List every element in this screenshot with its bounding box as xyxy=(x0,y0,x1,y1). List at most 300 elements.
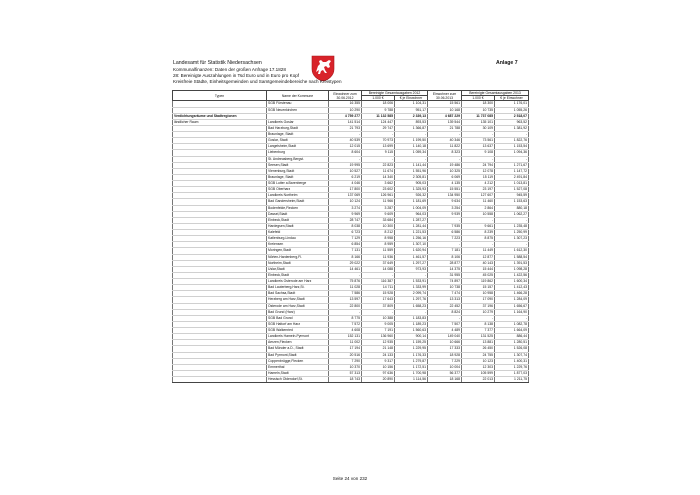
header-subtitle: Kommunalfinanzen: Daten der großen Anfrage 17.1828 xyxy=(173,67,286,72)
header-subtitle-3: Kreisfreie Städte, Einheitsgemeinden und Samtgemeindebereiche nach Kreistypen xyxy=(173,79,342,84)
cell-name: Landkreis Goslar xyxy=(267,119,329,125)
cell-tsd-2012: 97 636 xyxy=(362,370,395,376)
cell-ew-2013: 10 738 xyxy=(428,285,462,291)
cell-pe-2013: 1 612,30 xyxy=(495,248,529,254)
cell-pe-2013: 1 600,34 xyxy=(495,279,529,285)
cell-tsd-2013: 4 212 xyxy=(462,181,495,187)
cell-ew-2013: 10 168 xyxy=(428,107,462,113)
cell-tsd-2012: - xyxy=(362,272,395,278)
cell-ew-2013: 14 375 xyxy=(428,266,462,272)
cell-ew-2013: 18 928 xyxy=(428,352,462,358)
cell-pe-2012: 905,03 xyxy=(395,181,428,187)
cell-pe-2013: 1 280,51 xyxy=(495,340,529,346)
cell-pe-2012: 2 305,81 xyxy=(395,174,428,180)
cell-pe-2013: 1 082,78 xyxy=(495,321,529,327)
cell-ew-2013: 7 181 xyxy=(428,248,462,254)
cell-ew-2012: 10 370 xyxy=(329,364,362,370)
cell-name: SGB Walkenried xyxy=(267,328,329,334)
cell-tsd-2012: 10 156 xyxy=(362,364,395,370)
cell-tsd-2012: 136 960 xyxy=(362,334,395,340)
cell-tsd-2013: 8 875 xyxy=(462,236,495,242)
cell-ew-2013: 15 561 xyxy=(428,101,462,107)
cell-pe-2012: 1 658,23 xyxy=(395,303,428,309)
cell-tsd-2012: 9 317 xyxy=(362,358,395,364)
cell-ew-2013: 10 004 xyxy=(428,364,462,370)
cell-tsd-2012: 14 711 xyxy=(362,285,395,291)
cell-ew-2013: 10 666 xyxy=(428,340,462,346)
cell-tsd-2013: 40 143 xyxy=(462,260,495,266)
cell-pe-2013: 1 877,03 xyxy=(495,370,529,376)
cell-pe-2013: 1 098,28 xyxy=(495,266,529,272)
cell-ew-2013: - xyxy=(428,242,462,248)
cell-tsd-2013: 12 877 xyxy=(462,254,495,260)
cell-tsd-2013: 15 157 xyxy=(462,285,495,291)
cell-name: Landkreis Osterode am Harz xyxy=(267,279,329,285)
cell-pe-2012: 1 004,09 xyxy=(395,205,428,211)
cell-tsd-2012: 11 674 xyxy=(362,168,395,174)
cell-tsd-2013: 26 450 xyxy=(462,346,495,352)
cell-ew-2013: 7 223 xyxy=(428,236,462,242)
cell-ew-2012: 8 038 xyxy=(329,223,362,229)
header-subtitle-2: 28: Bereinigte Auszahlungen in Tsd Euro und in Euro pro Kopf xyxy=(173,73,300,78)
cell-typ: ländlicher Raum xyxy=(173,119,267,125)
cell-name: Bad Grund (Harz) xyxy=(267,309,329,315)
cell-ew-2013: 19 486 xyxy=(428,162,462,168)
cell-tsd-2012: 11 966 xyxy=(362,199,395,205)
cell-ew-2013: 18 168 xyxy=(428,377,462,383)
cell-tsd-2013: 13 881 xyxy=(462,340,495,346)
cell-ew-2012: 8 166 xyxy=(329,254,362,260)
cell-pe-2013: 1 400,31 xyxy=(495,358,529,364)
cell-tsd-2012: 3 287 xyxy=(362,205,395,211)
cell-pe-2013: 1 176,01 xyxy=(495,101,529,107)
cell-ew-2012: 7 586 xyxy=(329,291,362,297)
cell-tsd-2013: 15 444 xyxy=(462,266,495,272)
cell-ew-2012: - xyxy=(329,309,362,315)
cell-name: Nörten-Hardenberg,Fl. xyxy=(267,254,329,260)
cell-tsd-2012: 33 684 xyxy=(362,217,395,223)
cell-pe-2012: 893,53 xyxy=(395,119,428,125)
cell-ew-2012: 8 775 xyxy=(329,315,362,321)
cell-name: Uslar,Stadt xyxy=(267,266,329,272)
cell-ew-2013: 21 788 xyxy=(428,125,462,131)
cell-name: SGB Oberharz xyxy=(267,187,329,193)
cell-ew-2012: 12 015 xyxy=(329,144,362,150)
cell-pe-2013: 1 062,27 xyxy=(495,211,529,217)
cell-name: Bad Harzburg,Stadt xyxy=(267,125,329,131)
cell-tsd-2013: 13 637 xyxy=(462,144,495,150)
cell-pe-2013: 2 491,84 xyxy=(495,174,529,180)
cell-ew-2013: 8 824 xyxy=(428,309,462,315)
cell-ew-2012: - xyxy=(329,132,362,138)
cell-pe-2012: 2 339,13 xyxy=(395,113,428,119)
cell-ew-2013: 11 822 xyxy=(428,144,462,150)
cell-pe-2013: 1 822,76 xyxy=(495,138,529,144)
cell-pe-2013: 1 055,26 xyxy=(495,107,529,113)
cell-name: Hameln,Stadt xyxy=(267,370,329,376)
cell-tsd-2012: 126 961 xyxy=(362,193,395,199)
cell-tsd-2013: 15 119 xyxy=(462,174,495,180)
cell-tsd-2012: 11 936 xyxy=(362,254,395,260)
cell-name: Landkreis Northeim xyxy=(267,193,329,199)
cell-ew-2013: 7 507 xyxy=(428,321,462,327)
cell-pe-2013: 1 164,90 xyxy=(495,309,529,315)
cell-pe-2012: 1 140,18 xyxy=(395,144,428,150)
cell-pe-2013: 1 235,48 xyxy=(495,223,529,229)
cell-ew-2012: 7 572 xyxy=(329,321,362,327)
cell-tsd-2013: 131 525 xyxy=(462,334,495,340)
cell-name: Einbeck,Stadt xyxy=(267,217,329,223)
cell-tsd-2012: 13 699 xyxy=(362,144,395,150)
cell-tsd-2013: 11 460 xyxy=(462,199,495,205)
cell-tsd-2013: 12 303 xyxy=(462,364,495,370)
cell-ew-2013: 4 489 xyxy=(428,328,462,334)
cell-pe-2012: 1 620,94 xyxy=(395,248,428,254)
cell-ew-2012: 20 516 xyxy=(329,352,362,358)
cell-tsd-2012: 124 447 xyxy=(362,119,395,125)
cell-ew-2013: 3 254 xyxy=(428,205,462,211)
finance-table xyxy=(172,90,529,383)
cell-name: Vienenburg,Stadt xyxy=(267,168,329,174)
cell-tsd-2012: 10 388 xyxy=(362,315,395,321)
cell-pe-2013: 1 527,08 xyxy=(495,187,529,193)
cell-tsd-2012: 29 747 xyxy=(362,125,395,131)
cell-tsd-2012: 116 387 xyxy=(362,279,395,285)
col-header-ew-2012: Einwohner zum 30.06.2012 xyxy=(329,91,362,101)
cell-name: Dassel,Stadt xyxy=(267,211,329,217)
cell-name: Goslar, Stadt xyxy=(267,138,329,144)
cell-ew-2012: 21 793 xyxy=(329,125,362,131)
cell-tsd-2013: 11 737 085 xyxy=(462,113,495,119)
cell-ew-2013: 6 586 xyxy=(428,230,462,236)
cell-pe-2013: 1 412,43 xyxy=(495,285,529,291)
cell-tsd-2013: 24 755 xyxy=(462,352,495,358)
col-header-ew-2013: Einwohner zum 30.06.2013 xyxy=(428,91,462,101)
cell-pe-2012: 1 279,87 xyxy=(395,358,428,364)
cell-tsd-2013: 10 123 xyxy=(462,358,495,364)
cell-pe-2012: 1 172,51 xyxy=(395,364,428,370)
cell-tsd-2012: 70 973 xyxy=(362,138,395,144)
cell-ew-2013: 56 377 xyxy=(428,370,462,376)
cell-tsd-2013: 24 794 xyxy=(462,162,495,168)
cell-ew-2012: 3 274 xyxy=(329,205,362,211)
cell-ew-2013: 8 106 xyxy=(428,254,462,260)
cell-pe-2012: 1 256,16 xyxy=(395,236,428,242)
cell-name: Emmerthal xyxy=(267,364,329,370)
cell-ew-2012: 14 461 xyxy=(329,266,362,272)
col-header-ba-2013: Bereinigte Gesamtausgaben 2013 xyxy=(462,91,529,96)
cell-ew-2013: 22 452 xyxy=(428,303,462,309)
cell-ew-2013: 9 634 xyxy=(428,199,462,205)
cell-pe-2013: - xyxy=(495,156,529,162)
cell-pe-2012: 1 533,91 xyxy=(395,279,428,285)
cell-ew-2012: 4 759 277 xyxy=(329,113,362,119)
cell-pe-2013: - xyxy=(495,242,529,248)
cell-name: Northeim,Stadt xyxy=(267,260,329,266)
cell-tsd-2013: 9 108 xyxy=(462,150,495,156)
cell-ew-2012: 57 313 xyxy=(329,370,362,376)
cell-name: Kreiensen xyxy=(267,242,329,248)
cell-tsd-2012: 14 088 xyxy=(362,266,395,272)
cell-ew-2012: 19 995 xyxy=(329,162,362,168)
cell-tsd-2013: 9 661 xyxy=(462,223,495,229)
cell-pe-2012: 1 221,53 xyxy=(395,230,428,236)
cell-name: Herzberg am Harz,Stadt xyxy=(267,297,329,303)
cell-pe-2013: 1 664,09 xyxy=(495,328,529,334)
cell-pe-2013: 1 013,81 xyxy=(495,181,529,187)
cell-pe-2013: 1 284,09 xyxy=(495,297,529,303)
cell-pe-2013: - xyxy=(495,217,529,223)
cell-ew-2013: 9 939 xyxy=(428,211,462,217)
cell-pe-2012: - xyxy=(395,309,428,315)
cell-tsd-2012: 9 609 xyxy=(362,211,395,217)
cell-tsd-2012: 11 132 585 xyxy=(362,113,395,119)
cell-name: Bodenfelde,Flecken xyxy=(267,205,329,211)
cell-name: Landkreis Hameln-Pyrmont xyxy=(267,334,329,340)
cell-ew-2013: 31 955 xyxy=(428,272,462,278)
cell-tsd-2012: 37 809 xyxy=(362,303,395,309)
col-header-ba-2012: Bereinigte Gesamtausgaben 2012 xyxy=(362,91,428,96)
cell-tsd-2012: 8 959 xyxy=(362,242,395,248)
cell-tsd-2012: 3 662 xyxy=(362,181,395,187)
cell-ew-2013: - xyxy=(428,315,462,321)
cell-ew-2013: 74 897 xyxy=(428,279,462,285)
cell-pe-2012: 1 059,34 xyxy=(395,150,428,156)
cell-ew-2012: 75 876 xyxy=(329,279,362,285)
cell-tsd-2013: 10 279 xyxy=(462,309,495,315)
cell-pe-2013: - xyxy=(495,315,529,321)
cell-ew-2013: 17 333 xyxy=(428,346,462,352)
cell-tsd-2013: - xyxy=(462,132,495,138)
cell-name: Braunlage, Stadt xyxy=(267,132,329,138)
cell-ew-2012: 17 800 xyxy=(329,187,362,193)
cell-tsd-2013: 37 196 xyxy=(462,303,495,309)
cell-name: SGB Hattorf am Harz xyxy=(267,321,329,327)
cell-name: Bad Gandersheim,Stadt xyxy=(267,199,329,205)
cell-pe-2012: 1 560,63 xyxy=(395,328,428,334)
cell-ew-2012: 6 219 xyxy=(329,174,362,180)
cell-ew-2013: 4 687 229 xyxy=(428,113,462,119)
col-header-pe-2013: € je Einwohner xyxy=(495,96,529,101)
cell-ew-2012: 17 194 xyxy=(329,346,362,352)
cell-pe-2012: 1 333,99 xyxy=(395,285,428,291)
cell-tsd-2012: - xyxy=(362,156,395,162)
cell-pe-2012: 1 461,57 xyxy=(395,254,428,260)
cell-tsd-2012: - xyxy=(362,309,395,315)
cell-pe-2012: - xyxy=(395,272,428,278)
cell-tsd-2013: 10 735 xyxy=(462,107,495,113)
cell-ew-2012: 10 290 xyxy=(329,107,362,113)
cell-name: Seesen,Stadt xyxy=(267,162,329,168)
cell-ew-2012: 11 002 xyxy=(329,340,362,346)
cell-ew-2012: 152 131 xyxy=(329,334,362,340)
cell-pe-2012: - xyxy=(395,132,428,138)
cell-ew-2012: 40 539 xyxy=(329,138,362,144)
cell-ew-2012: 16 355 xyxy=(329,101,362,107)
cell-tsd-2013: - xyxy=(462,217,495,223)
cell-tsd-2013: 12 078 xyxy=(462,168,495,174)
cell-tsd-2013: 8 239 xyxy=(462,230,495,236)
cell-name: Hardegsen,Stadt xyxy=(267,223,329,229)
cell-pe-2013: 2 518,07 xyxy=(495,113,529,119)
cell-pe-2012: 964,03 xyxy=(395,211,428,217)
cell-ew-2012: 137 069 xyxy=(329,193,362,199)
cell-tsd-2012: 7 191 xyxy=(362,328,395,334)
cell-name: Bad Pyrmont,Stadt xyxy=(267,352,329,358)
cell-tsd-2013: 127 607 xyxy=(462,193,495,199)
cell-tsd-2013: 119 862 xyxy=(462,279,495,285)
cell-pe-2013: 1 229,76 xyxy=(495,364,529,370)
cell-tsd-2013: 17 090 xyxy=(462,297,495,303)
cell-tsd-2012: 9 005 xyxy=(362,321,395,327)
cell-tsd-2013: 30 109 xyxy=(462,125,495,131)
cell-pe-2012: 1 104,31 xyxy=(395,101,428,107)
cell-name: SGB Bad Grund xyxy=(267,315,329,321)
col-header-pe-2012: € je Einwohner xyxy=(395,96,428,101)
cell-typ: Verdichtungsräume und Stadtregionen xyxy=(173,113,267,119)
cell-tsd-2012: 22 823 xyxy=(362,162,395,168)
cell-tsd-2012: 12 935 xyxy=(362,340,395,346)
cell-pe-2013: 1 307,23 xyxy=(495,236,529,242)
cell-ew-2012: - xyxy=(329,156,362,162)
cell-tsd-2013: 7 377 xyxy=(462,328,495,334)
cell-tsd-2013: 10 958 xyxy=(462,291,495,297)
cell-pe-2012: 1 297,27 xyxy=(395,260,428,266)
cell-ew-2012: 13 597 xyxy=(329,297,362,303)
cell-ew-2012: 7 129 xyxy=(329,236,362,242)
cell-typ xyxy=(173,377,267,383)
cell-tsd-2013: 11 449 xyxy=(462,248,495,254)
cell-ew-2013: 7 474 xyxy=(428,291,462,297)
header-org: Landesamt für Statistik Niedersachsen xyxy=(173,60,262,66)
cell-name: St. Andreasberg,Bergst. xyxy=(267,156,329,162)
cell-pe-2013: 1 466,28 xyxy=(495,291,529,297)
cell-ew-2012: 22 800 xyxy=(329,303,362,309)
cell-ew-2013: 13 313 xyxy=(428,297,462,303)
cell-ew-2013: 4 135 xyxy=(428,181,462,187)
cell-tsd-2012: 8 212 xyxy=(362,230,395,236)
cell-ew-2012: 7 131 xyxy=(329,248,362,254)
cell-pe-2013: 1 526,08 xyxy=(495,346,529,352)
cell-name: Bad Lauterberg,Harz,St. xyxy=(267,285,329,291)
cell-ew-2013: 134 950 xyxy=(428,193,462,199)
cell-pe-2013: 1 381,92 xyxy=(495,125,529,131)
cell-pe-2013: 945,59 xyxy=(495,193,529,199)
cell-pe-2012: 1 159,25 xyxy=(395,340,428,346)
col-header-typen: Typen xyxy=(173,91,267,101)
cell-ew-2013: 6 069 xyxy=(428,174,462,180)
cell-ew-2012: 9 969 xyxy=(329,211,362,217)
cell-ew-2012: 10 527 xyxy=(329,168,362,174)
cell-pe-2012: 1 307,10 xyxy=(395,242,428,248)
cell-tsd-2013: 45 025 xyxy=(462,272,495,278)
cell-tsd-2012: 17 643 xyxy=(362,297,395,303)
cell-tsd-2012: 10 300 xyxy=(362,223,395,229)
cell-tsd-2013: - xyxy=(462,156,495,162)
cell-pe-2013: 880,18 xyxy=(495,205,529,211)
cell-pe-2012: 1 176,33 xyxy=(395,352,428,358)
table-body xyxy=(173,101,529,383)
col-header-name: Name der Kommune xyxy=(267,91,329,101)
cell-ew-2012: 11 028 xyxy=(329,285,362,291)
cell-ew-2013: 40 346 xyxy=(428,138,462,144)
cell-name: Aerzen,Flecken xyxy=(267,340,329,346)
cell-tsd-2012: 18 006 xyxy=(362,101,395,107)
cell-ew-2012: 18 743 xyxy=(329,377,362,383)
cell-pe-2012: 1 700,98 xyxy=(395,370,428,376)
cell-name: Hessisch Oldendorf,St. xyxy=(267,377,329,383)
cell-name: Kalefeld xyxy=(267,230,329,236)
cell-pe-2012: 1 297,76 xyxy=(395,297,428,303)
cell-tsd-2013: 135 101 xyxy=(462,119,495,125)
cell-pe-2013: 1 271,67 xyxy=(495,162,529,168)
cell-name: SGB Lutter a.Barenberge xyxy=(267,181,329,187)
cell-pe-2012: 1 114,56 xyxy=(395,377,428,383)
cell-tsd-2012: 9 115 xyxy=(362,150,395,156)
cell-pe-2012: 1 281,44 xyxy=(395,223,428,229)
cell-pe-2012: 1 229,95 xyxy=(395,346,428,352)
cell-tsd-2012: 9 788 xyxy=(362,107,395,113)
cell-tsd-2012: 24 133 xyxy=(362,352,395,358)
cell-ew-2012: 10 124 xyxy=(329,199,362,205)
cell-name: Moringen,Stadt xyxy=(267,248,329,254)
cell-ew-2013: 8 323 xyxy=(428,150,462,156)
lower-saxony-coat-of-arms-icon xyxy=(311,55,335,82)
cell-name: Liebenburg xyxy=(267,150,329,156)
cell-ew-2013: 149 040 xyxy=(428,334,462,340)
cell-name: Coppenbrügge,Flecken xyxy=(267,358,329,364)
cell-ew-2012: 8 604 xyxy=(329,150,362,156)
cell-ew-2012: 141 514 xyxy=(329,119,362,125)
page-footer: Seite 24 von 232 xyxy=(332,476,368,481)
table-row xyxy=(173,377,529,383)
cell-tsd-2013: - xyxy=(462,242,495,248)
cell-pe-2012: 1 287,27 xyxy=(395,217,428,223)
cell-tsd-2013: 2 864 xyxy=(462,205,495,211)
cell-name: Bad Sachsa,Stadt xyxy=(267,291,329,297)
cell-ew-2013: - xyxy=(428,132,462,138)
cell-pe-2012: 1 189,23 xyxy=(395,321,428,327)
col-header-tsd-2013: 1.000 € xyxy=(462,96,495,101)
cell-pe-2013: 1 153,63 xyxy=(495,199,529,205)
cell-pe-2013: 1 307,74 xyxy=(495,352,529,358)
cell-pe-2013: 963,52 xyxy=(495,119,529,125)
cell-pe-2013: 1 153,54 xyxy=(495,144,529,150)
cell-name: Einbeck,Stadt xyxy=(267,272,329,278)
anlage-label: Anlage 7 xyxy=(496,60,518,66)
cell-tsd-2013: 18 300 xyxy=(462,101,495,107)
cell-ew-2012: 6 854 xyxy=(329,242,362,248)
cell-ew-2012: 6 723 xyxy=(329,230,362,236)
cell-tsd-2013: 22 013 xyxy=(462,377,495,383)
cell-tsd-2013: - xyxy=(462,315,495,321)
cell-pe-2013: 1 250,99 xyxy=(495,230,529,236)
cell-name: Braunlage, Stadt xyxy=(267,174,329,180)
cell-name: Bad Münder a.D., Stadt xyxy=(267,346,329,352)
cell-ew-2013: - xyxy=(428,217,462,223)
cell-ew-2013: - xyxy=(428,156,462,162)
cell-ew-2012: 4 046 xyxy=(329,181,362,187)
cell-name: Osterode am Harz,Stadt xyxy=(267,303,329,309)
cell-tsd-2013: 73 561 xyxy=(462,138,495,144)
cell-pe-2013: 1 211,75 xyxy=(495,377,529,383)
cell-pe-2013: 1 147,72 xyxy=(495,168,529,174)
cell-pe-2012: 1 141,44 xyxy=(395,162,428,168)
cell-tsd-2013: 105 599 xyxy=(462,370,495,376)
col-header-tsd-2012: 1.000 € xyxy=(362,96,395,101)
cell-pe-2012: 1 183,83 xyxy=(395,315,428,321)
cell-ew-2013: 15 551 xyxy=(428,187,462,193)
